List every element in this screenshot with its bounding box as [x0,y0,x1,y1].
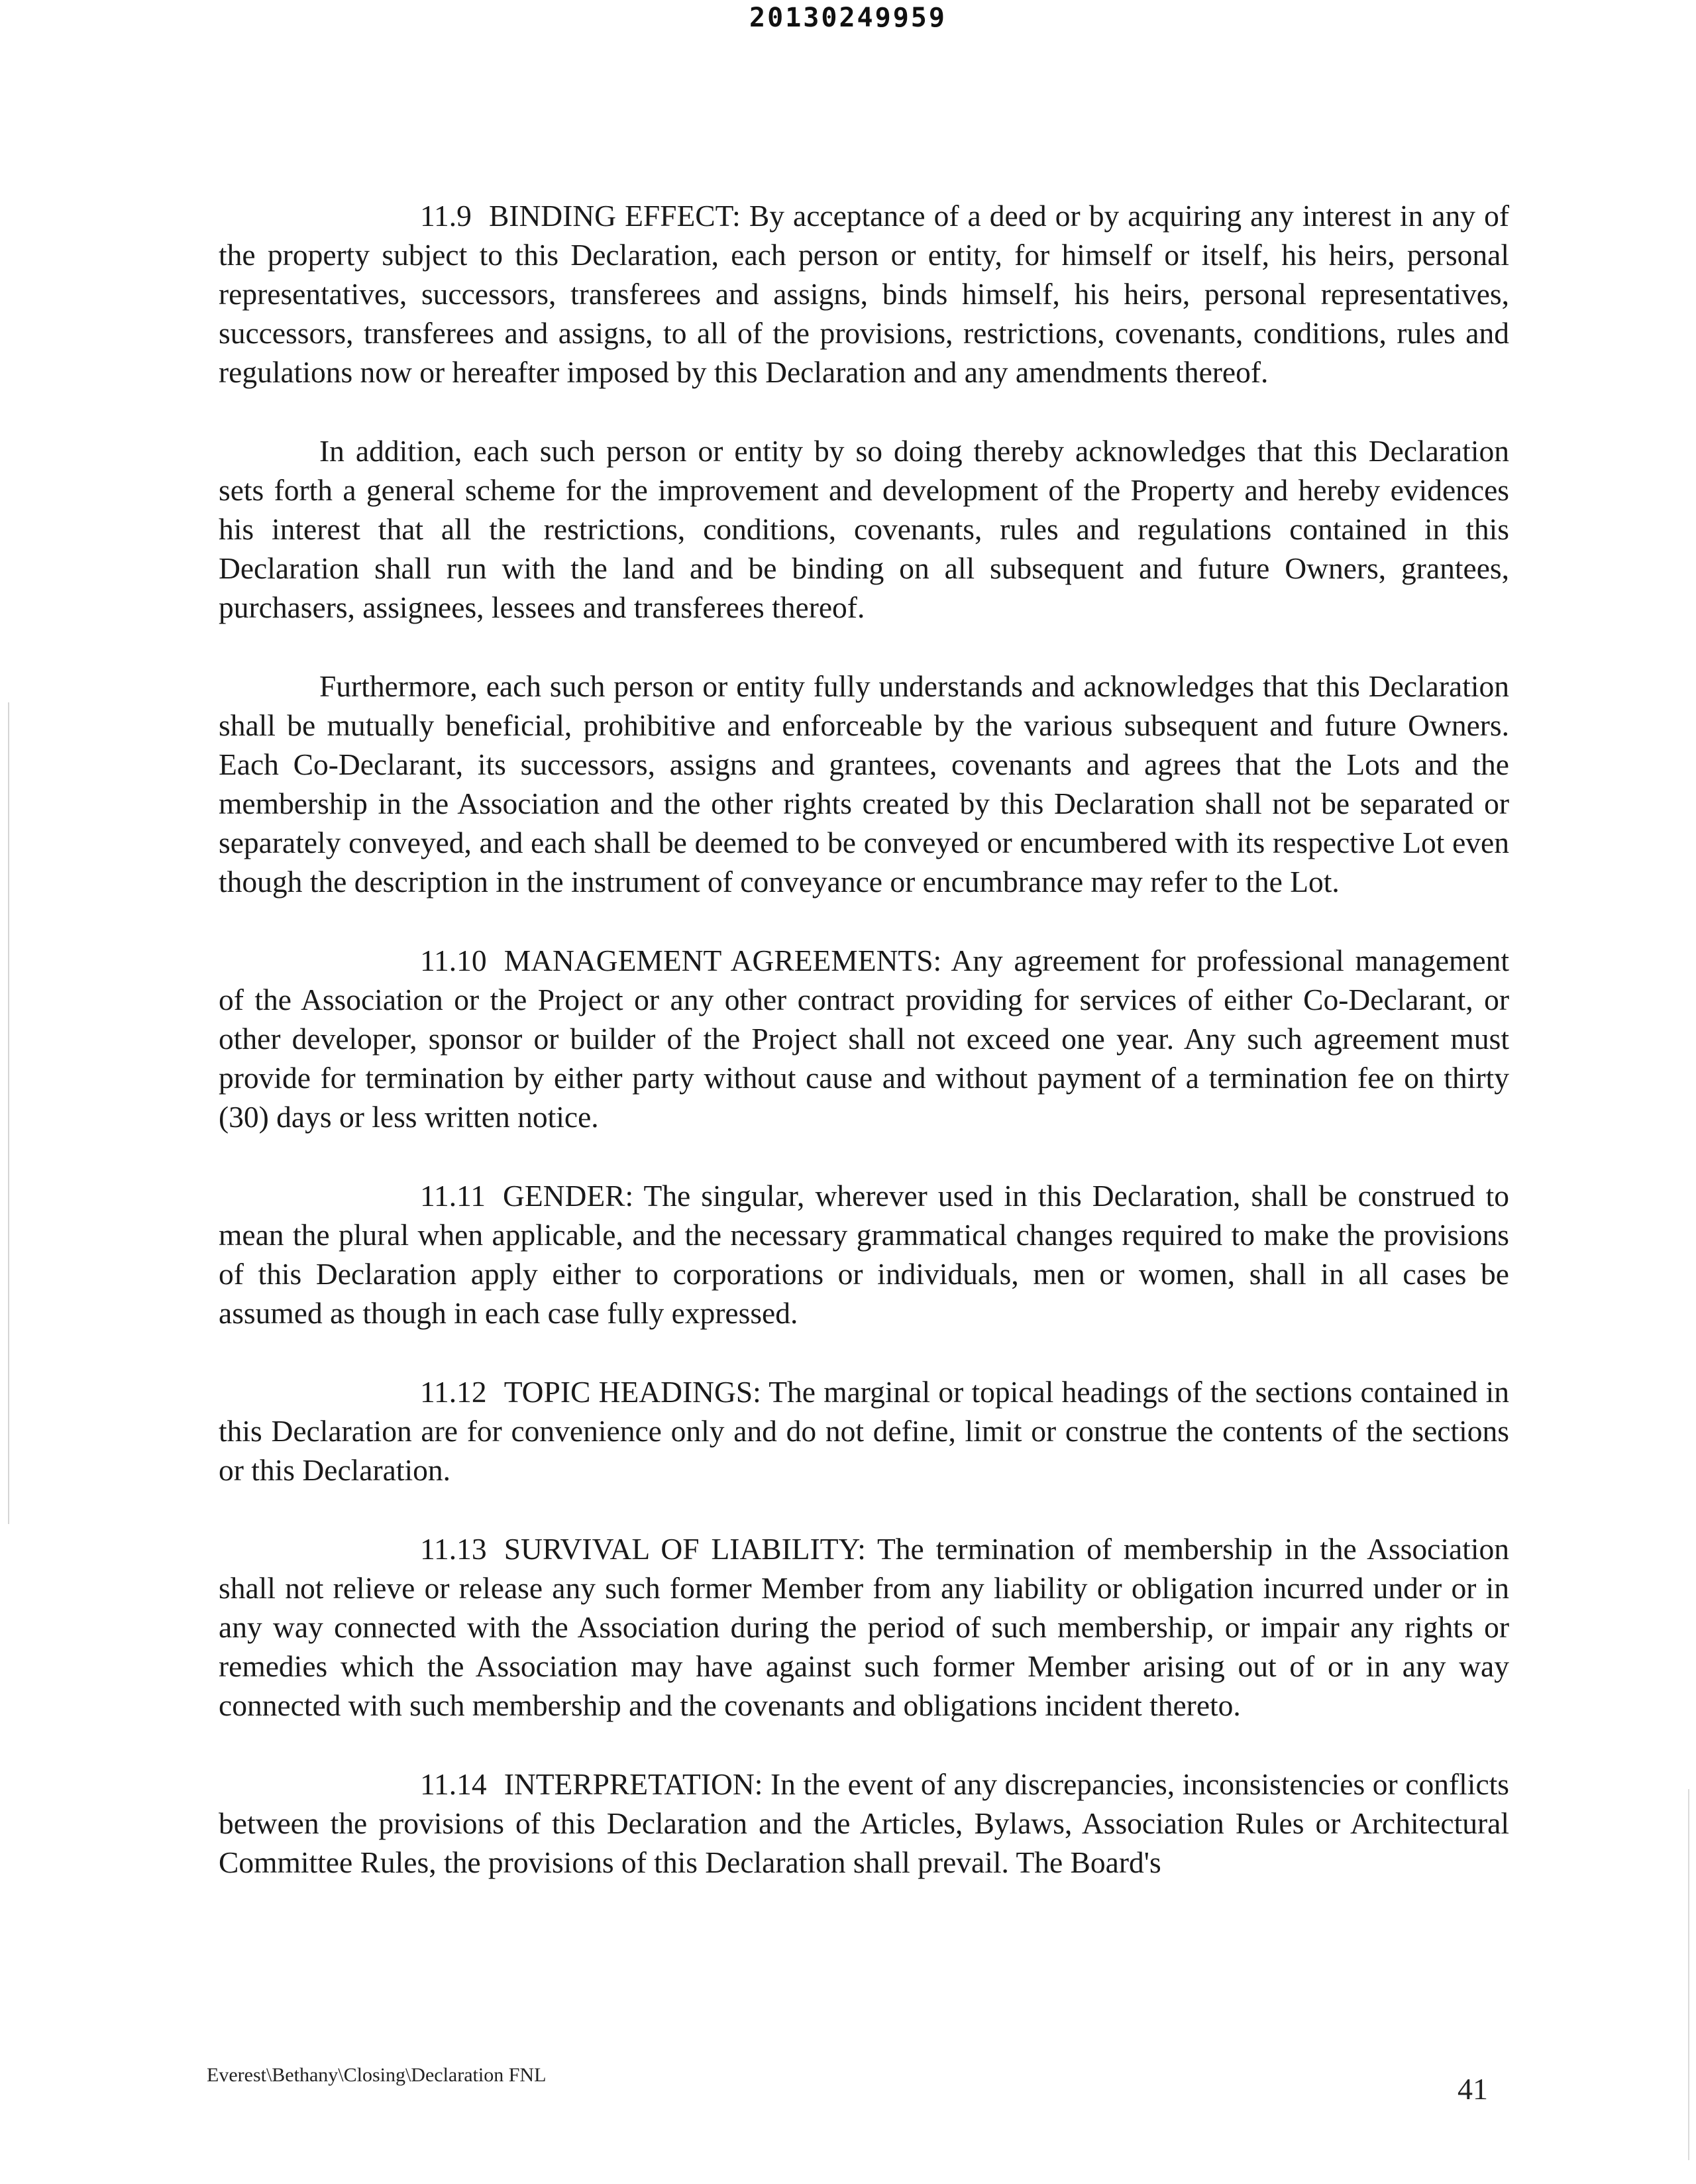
section-text: TOPIC HEADINGS: The marginal or topical headings of the sections contained in this Declaration are for convenience only and do not define, limit or construe the contents of the sections or this Declaration. [219,1375,1509,1487]
scan-edge-mark-right [1688,1789,1689,2160]
section-number: 11.13 [420,1532,487,1566]
document-body [219,196,1509,1922]
paragraph-furthermore [219,667,1509,901]
section-text: INTERPRETATION: In the event of any discrepancies, inconsistencies or conflicts between the provisions of this Declaration and the Articles, Bylaws, Association Rules or Architectural Committee Rules, the provisions of this Declaration shall prevail. The Board's [219,1767,1509,1879]
section-11-11 [219,1176,1509,1333]
section-11-9 [219,196,1509,392]
footer-file-path: Everest\Bethany\Closing\Declaration FNL [207,2064,547,2086]
section-number: 11.10 [420,944,487,977]
section-text: GENDER: The singular, wherever used in this Declaration, shall be construed to mean the plural when applicable, and the necessary grammatical changes required to make the provisions of this Declaration apply either to corporations or individuals, men or women, shall in all cases be assumed as though in each case fully expressed. [219,1179,1509,1330]
section-11-13 [219,1529,1509,1725]
paragraph-text: Furthermore, each such person or entity fully understands and acknowledges that this Declaration shall be mutually beneficial, prohibitive and enforceable by the various subsequent and future Owners. Each Co-Declarant, its successors, assigns and grantees, covenants and agrees that the Lots and the membership in the Association and the other rights created by this Declaration shall not be separated or separately conveyed, and each shall be deemed to be conveyed or encumbered with its respective Lot even though the description in the instrument of conveyance or encumbrance may refer to the Lot. [219,669,1509,899]
section-number: 11.11 [420,1179,486,1213]
page-number: 41 [1458,2072,1488,2106]
paragraph-in-addition [219,431,1509,627]
scan-edge-mark-left [8,702,9,1524]
section-number: 11.12 [420,1375,487,1409]
section-number: 11.9 [420,199,472,233]
section-text: SURVIVAL OF LIABILITY: The termination of membership in the Association shall not relieve or release any such former Member from any liability or obligation incurred under or in any way connected with the Association during the period of such membership, or impair any rights or remedies which the Association may have against such former Member arising out of or in any way connected with such membership and the covenants and obligations incident thereto. [219,1532,1509,1722]
section-11-14 [219,1765,1509,1882]
paragraph-text: In addition, each such person or entity by so doing thereby acknowledges that this Declaration sets forth a general scheme for the improvement and development of the Property and hereby evidences his interest that all the restrictions, conditions, covenants, rules and regulations contained in this Declaration shall run with the land and be binding on all subsequent and future Owners, grantees, purchasers, assignees, lessees and transferees thereof. [219,434,1509,624]
recording-number: 20130249959 [749,3,947,33]
section-text: MANAGEMENT AGREEMENTS: Any agreement for professional management of the Association or the Project or any other contract providing for services of either Co-Declarant, or other developer, sponsor or builder of the Project shall not exceed one year. Any such agreement must provide for termination by either party without cause and without payment of a termination fee on thirty (30) days or less written notice. [219,944,1509,1134]
section-number: 11.14 [420,1767,487,1801]
section-11-10 [219,941,1509,1136]
section-text: BINDING EFFECT: By acceptance of a deed or by acquiring any interest in any of the property subject to this Declaration, each person or entity, for himself or itself, his heirs, personal representatives, successors, transferees and assigns, binds himself, his heirs, personal representatives, successors, transferees and assigns, to all of the provisions, restrictions, covenants, conditions, rules and regulations now or hereafter imposed by this Declaration and any amendments thereof. [219,199,1509,389]
section-11-12 [219,1372,1509,1490]
